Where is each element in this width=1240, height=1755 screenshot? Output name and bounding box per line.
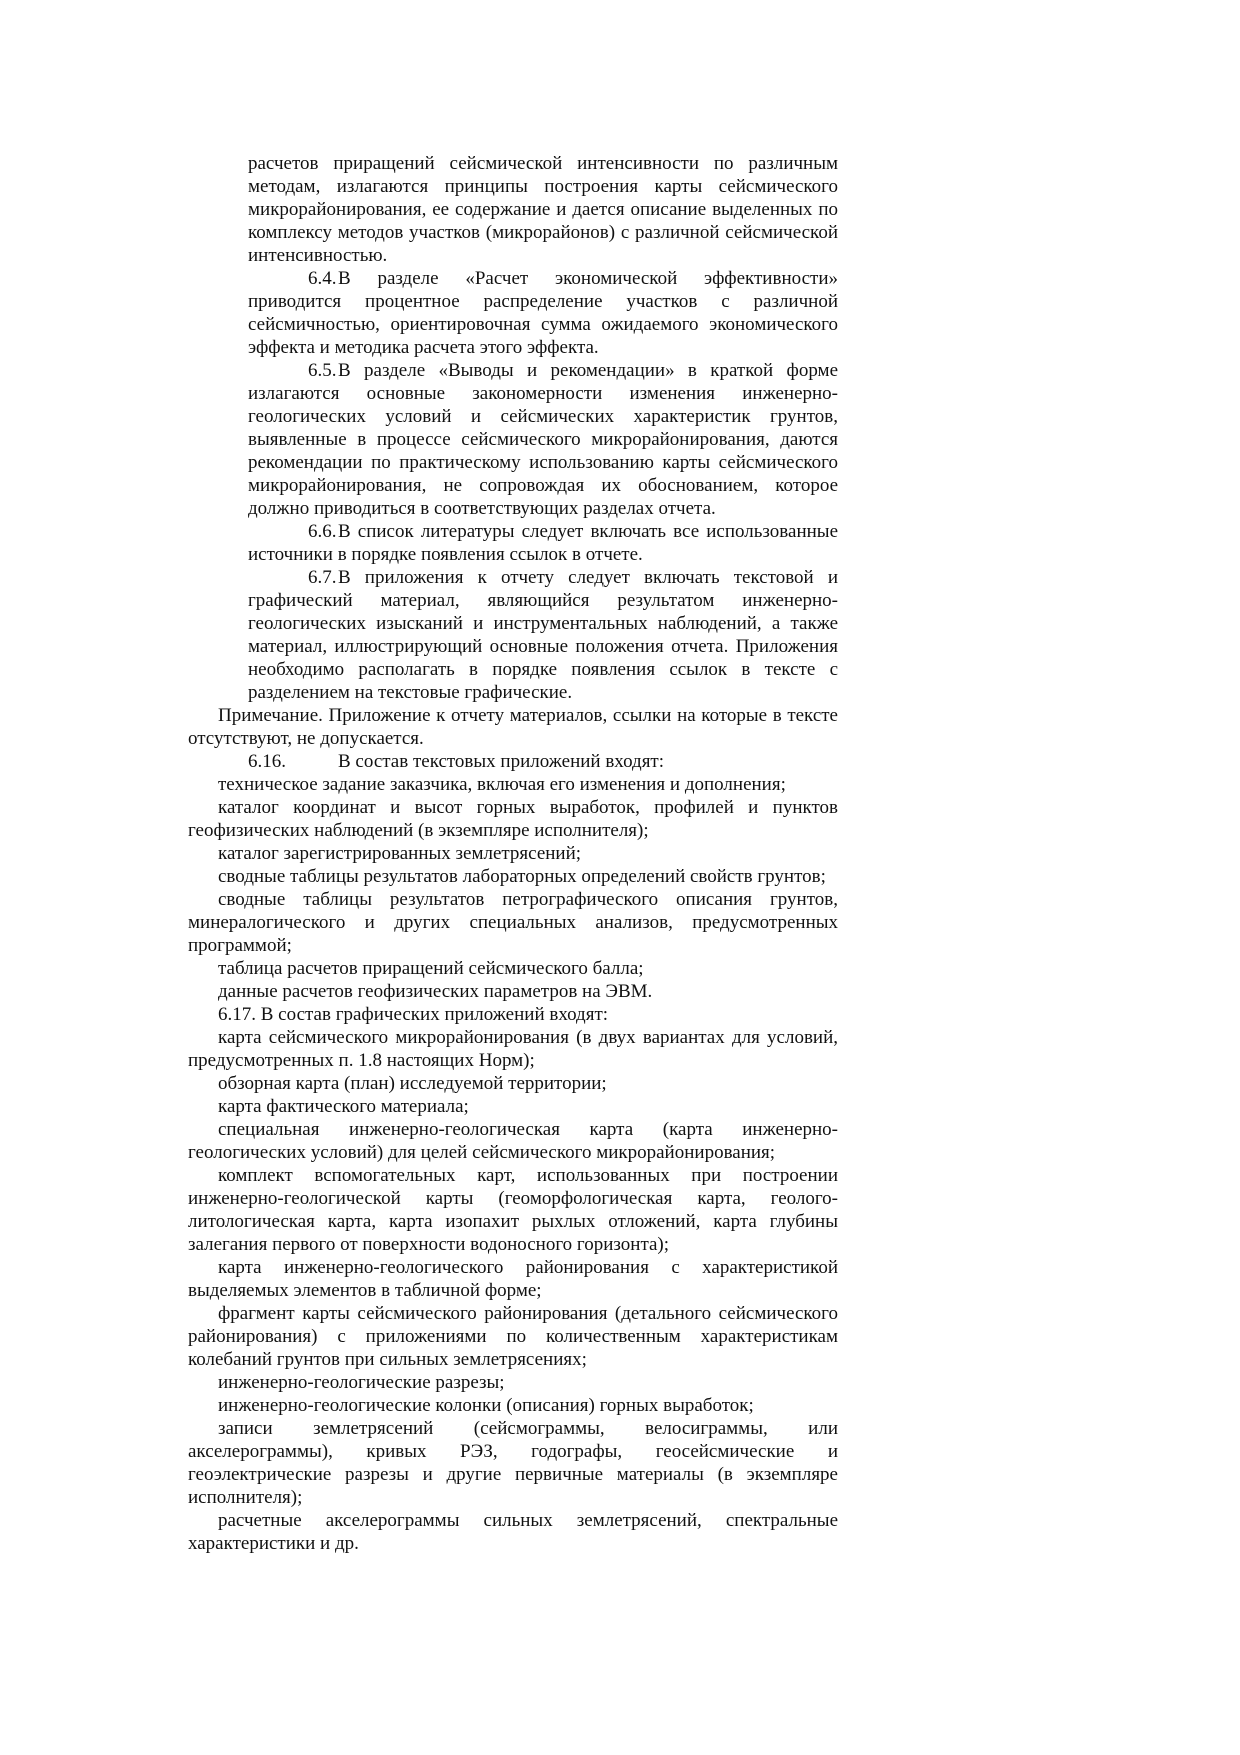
list-item: техническое задание заказчика, включая его изменения и дополнения; (218, 774, 786, 795)
paragraph-text: В разделе «Расчет экономической эффективности» приводится процентное распределение участков с различной сейсмичностью, ориентировочная сумма ожидаемого экономического эффекта и методика расчета этого эффекта. (248, 268, 838, 358)
paragraph-6-7 (248, 566, 838, 704)
list-item: сводные таблицы результатов петрографического описания грунтов, минералогического и других специальных анализов, предусмотренных программой; (188, 889, 838, 956)
paragraph-6-5 (248, 359, 838, 520)
paragraph: расчетов приращений сейсмической интенсивности по различным методам, излагаются принципы построения карты сейсмического микрорайонирования, ее содержание и дается описание выделенных по комплексу методов участков (микрорайонов) с различной сейсмической интенсивностью. (248, 153, 838, 266)
list-item: таблица расчетов приращений сейсмического балла; (218, 958, 644, 979)
paragraph-6-16 (188, 750, 838, 773)
list-item: сводные таблицы результатов лабораторных определений свойств грунтов; (218, 866, 826, 887)
list-item: записи землетрясений (сейсмограммы, велосиграммы, или акселерограммы), кривых РЭЗ, годографы, геосейсмические и геоэлектрические разрезы и другие первичные материалы (в экземпляре исполнителя); (188, 1418, 838, 1508)
paragraph-text: В приложения к отчету следует включать текстовой и графический материал, являющийся результатом инженерно-геологических изысканий и инструментальных наблюдений, а также материал, иллюстрирующий основные положения отчета. Приложения необходимо располагать в порядке появления ссылок в тексте с разделением на текстовые графические. (248, 567, 838, 703)
document-body (188, 152, 838, 1555)
list-item: обзорная карта (план) исследуемой территории; (218, 1073, 607, 1094)
list-item: инженерно-геологические колонки (описания) горных выработок; (218, 1395, 754, 1416)
paragraph-text: В состав текстовых приложений входят: (338, 751, 665, 772)
list-item: комплект вспомогательных карт, использованных при построении инженерно-геологической карты (геоморфологическая карта, геолого-литологическая карта, карта изопахит рыхлых отложений, карта глубины залегания первого от поверхности водоносного горизонта); (188, 1165, 838, 1255)
paragraph-6-4 (248, 267, 838, 359)
section-number: 6.16. (248, 751, 286, 772)
section-number: 6.5. (308, 360, 337, 381)
list-item: данные расчетов геофизических параметров на ЭВМ. (218, 981, 653, 1002)
list-item: расчетные акселерограммы сильных землетрясений, спектральные характеристики и др. (188, 1510, 838, 1554)
list-item: карта инженерно-геологического районирования с характеристикой выделяемых элементов в табличной форме; (188, 1257, 838, 1301)
paragraph-6-17: 6.17. В состав графических приложений входят: (218, 1004, 609, 1025)
paragraph-text: В разделе «Выводы и рекомендации» в краткой форме излагаются основные закономерности изменения инженерно-геологических условий и сейсмических характеристик грунтов, выявленные в процессе сейсмического микрорайонирования, даются рекомендации по практическому использованию карты сейсмического микрорайонирования, не сопровождая их обоснованием, которое должно приводиться в соответствующих разделах отчета. (248, 360, 838, 519)
section-number: 6.6. (308, 521, 337, 542)
list-item: инженерно-геологические разрезы; (218, 1372, 505, 1393)
paragraph-text: В список литературы следует включать все использованные источники в порядке появления ссылок в отчете. (248, 521, 838, 565)
list-item: фрагмент карты сейсмического районирования (детального сейсмического районирования) с приложениями по количественным характеристикам колебаний грунтов при сильных землетрясениях; (188, 1303, 838, 1370)
section-number: 6.7. (308, 567, 337, 588)
list-item: специальная инженерно-геологическая карта (карта инженерно-геологических условий) для целей сейсмического микрорайонирования; (188, 1119, 838, 1163)
list-item: каталог зарегистрированных землетрясений; (218, 843, 582, 864)
section-number: 6.4. (308, 268, 337, 289)
list-item: карта сейсмического микрорайонирования (в двух вариантах для условий, предусмотренных п. 1.8 настоящих Норм); (188, 1027, 838, 1071)
note-paragraph: Примечание. Приложение к отчету материалов, ссылки на которые в тексте отсутствуют, не допускается. (188, 705, 838, 749)
paragraph-6-6 (248, 520, 838, 566)
list-item: карта фактического материала; (218, 1096, 469, 1117)
list-item: каталог координат и высот горных выработок, профилей и пунктов геофизических наблюдений (в экземпляре исполнителя); (188, 797, 838, 841)
